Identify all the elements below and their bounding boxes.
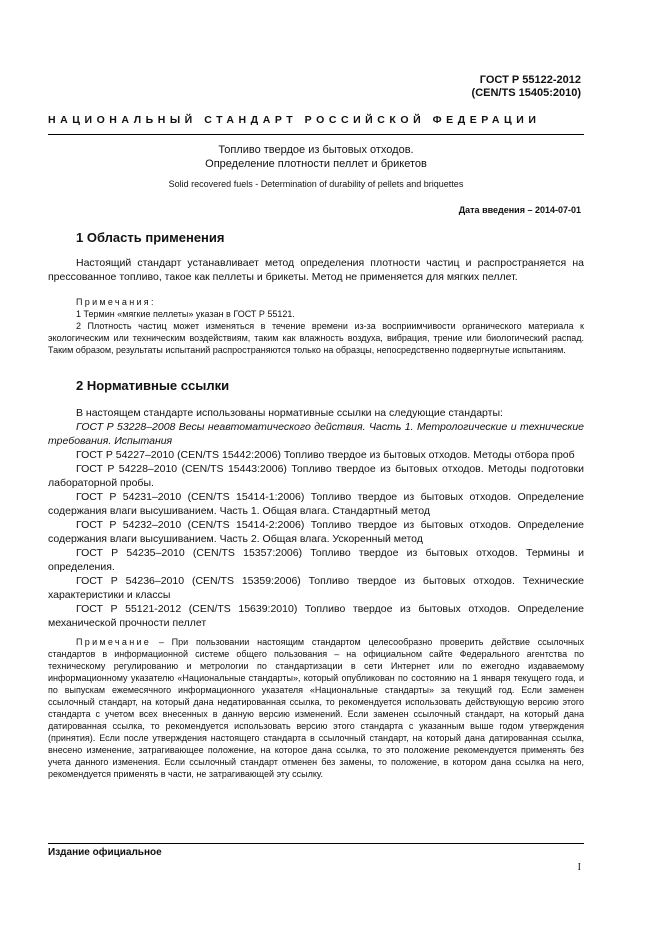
- national-standard-title: НАЦИОНАЛЬНЫЙ СТАНДАРТ РОССИЙСКОЙ ФЕДЕРАЦИИ: [48, 114, 541, 126]
- document-title: [48, 143, 584, 171]
- reference-item: ГОСТ Р 53228–2008 Весы неавтоматического действия. Часть 1. Метрологические и технические требования. Испытания: [48, 421, 584, 447]
- reference-item: ГОСТ Р 54228–2010 (CEN/TS 15443:2006) Топливо твердое из бытовых отходов. Методы подготовки лабораторной пробы.: [48, 463, 584, 489]
- page-number: I: [577, 862, 581, 873]
- english-title: Solid recovered fuels - Determination of durability of pellets and briquettes: [168, 179, 464, 189]
- note-1: 1 Термин «мягкие пеллеты» указан в ГОСТ Р 55121.: [76, 309, 295, 319]
- introduction-date: Дата введения – 2014-07-01: [458, 205, 581, 215]
- cen-code: (CEN/TS 15405:2010): [471, 87, 581, 99]
- official-edition-label: Издание официальное: [48, 847, 162, 858]
- scope-text: Настоящий стандарт устанавливает метод определения плотности частиц и распространяется на прессованное топливо, такое как пеллеты и брикеты. Метод не применяется для мягких пеллет.: [48, 257, 584, 283]
- normative-references: [48, 406, 584, 630]
- references-intro: В настоящем стандарте использованы нормативные ссылки на следующие стандарты:: [76, 407, 503, 419]
- section-2-note: [48, 636, 584, 780]
- reference-item: ГОСТ Р 55121-2012 (CEN/TS 15639:2010) Топливо твердое из бытовых отходов. Определение механической прочности пеллет: [48, 603, 584, 629]
- section-2-heading: 2 Нормативные ссылки: [76, 378, 230, 393]
- notes-label: Примечания:: [76, 297, 156, 307]
- title-line-2: Определение плотности пеллет и брикетов: [205, 158, 427, 170]
- title-line-1: Топливо твердое из бытовых отходов.: [218, 144, 414, 156]
- section-1-heading: 1 Область применения: [76, 230, 225, 245]
- note-2: 2 Плотность частиц может изменяться в течение времени из-за восприимчивости органического материала к экологическим или техническим воздействиям, таким как влажность воздуха, вибрация, трение или биологический распад. Таким образом, результаты испытаний распространяются только на образцы, непосредственно подвергнутые испытаниям.: [48, 321, 584, 355]
- note-text: – При пользовании настоящим стандартом целесообразно проверить действие ссылочных стандартов в информационной системе общего пользования – на официальном сайте Федерального агентства по техническому регулированию и метрологии по стандартизации в сети Интернет или по ежегодно издаваемому информационному указателю «Национальные стандарты», который опубликован по состоянию на 1 января текущего года, и по выпускам ежемесячного информационного указателя «Национальные стандарты» за текущий год. Если заменен ссылочный стандарт, на который дана недатированная ссылка, то рекомендуется использовать действующую версию этого стандарта с учетом всех внесенных в данную версию изменений. Если заменен ссылочный стандарт, на который дана датированная ссылка, то рекомендуется использовать версию этого стандарта с указанным выше годом утверждения (принятия). Если после утверждения настоящего стандарта в ссылочный стандарт, на который дана датированная ссылка, внесено изменение, затрагивающее положение, на которое дана ссылка, то это положение рекомендуется применять без учета данного изменения. Если ссылочный стандарт отменен без замены, то положение, в котором дана ссылка на него, рекомендуется применять в части, не затрагивающей эту ссылку.: [48, 637, 584, 779]
- gost-code: ГОСТ Р 55122-2012: [479, 74, 581, 86]
- reference-item: ГОСТ Р 54236–2010 (CEN/TS 15359:2006) Топливо твердое из бытовых отходов. Технические характеристики и классы: [48, 575, 584, 601]
- reference-item: ГОСТ Р 54227–2010 (CEN/TS 15442:2006) Топливо твердое из бытовых отходов. Методы отбора проб: [76, 449, 575, 461]
- reference-item: ГОСТ Р 54231–2010 (CEN/TS 15414-1:2006) Топливо твердое из бытовых отходов. Определение содержания влаги высушиванием. Часть 1. Общая влага. Стандартный метод: [48, 491, 584, 517]
- section-1-paragraph: [48, 256, 584, 284]
- header-rule: [48, 134, 584, 135]
- gost-number: [472, 74, 581, 100]
- note-label: Примечание: [76, 637, 152, 647]
- reference-item: ГОСТ Р 54235–2010 (CEN/TS 15357:2006) Топливо твердое из бытовых отходов. Термины и определения.: [48, 547, 584, 573]
- section-1-notes: [48, 296, 584, 356]
- reference-item: ГОСТ Р 54232–2010 (CEN/TS 15414-2:2006) Топливо твердое из бытовых отходов. Определение содержания влаги высушиванием. Часть 2. Общая влага. Ускоренный метод: [48, 519, 584, 545]
- footer-rule: [48, 843, 584, 844]
